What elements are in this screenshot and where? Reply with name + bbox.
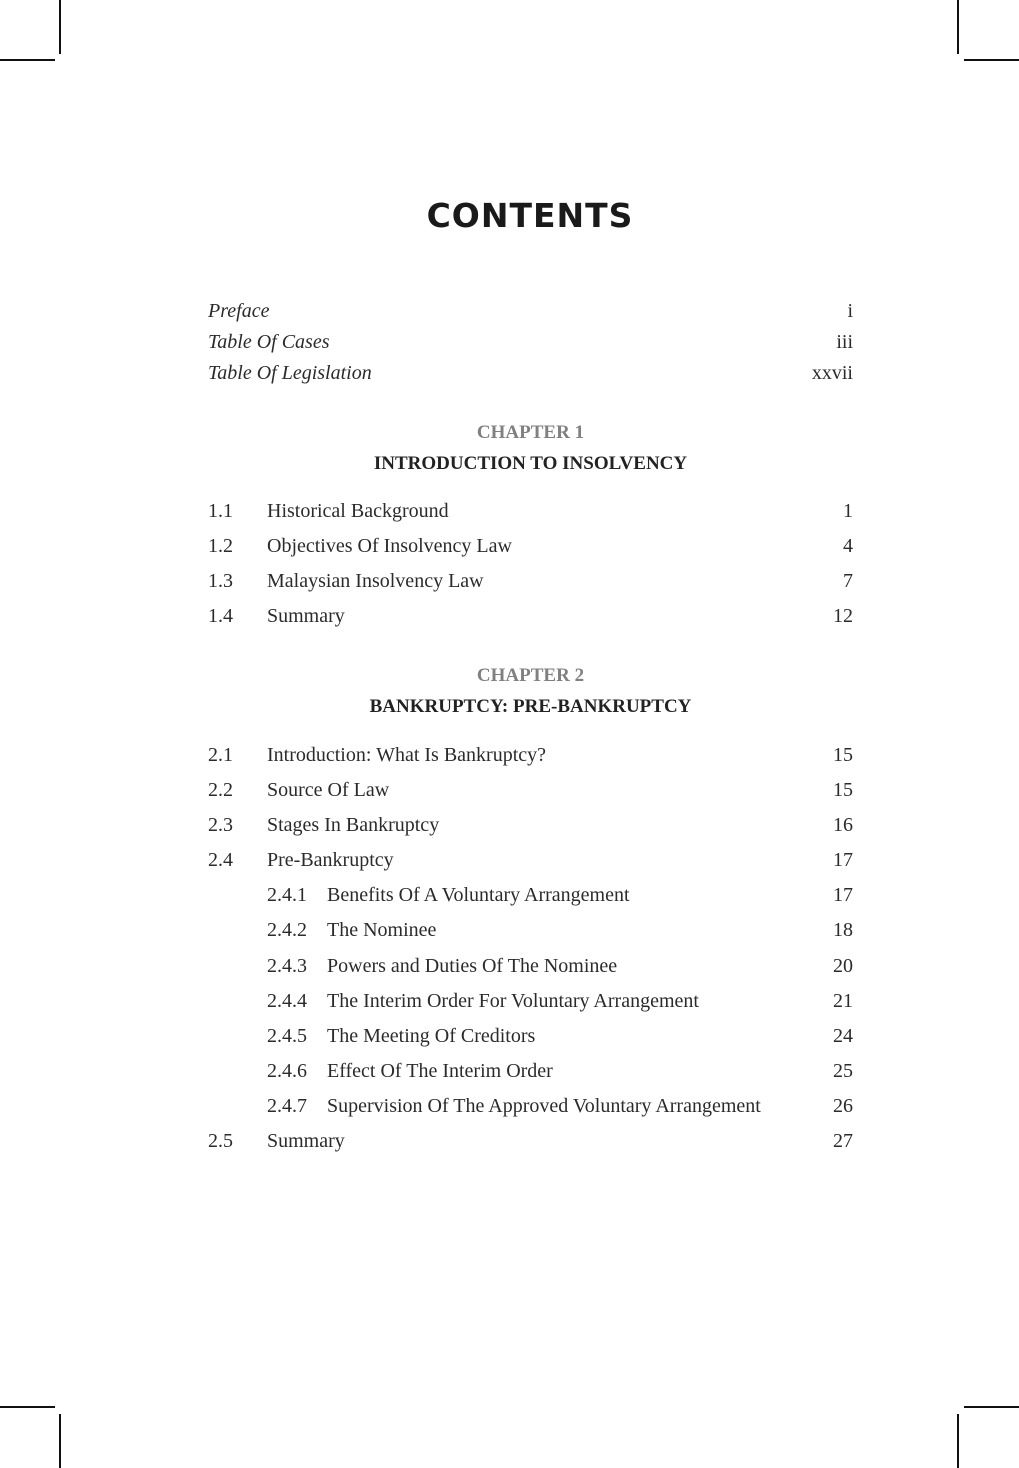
crop-mark-bottom-left-horizontal	[0, 1406, 55, 1408]
toc-entry	[208, 566, 853, 601]
toc-subentry	[208, 951, 853, 986]
toc-entry	[208, 845, 853, 880]
entry-label: Historical Background	[267, 500, 449, 522]
front-matter-item	[208, 358, 853, 389]
front-matter-label: Preface	[208, 300, 270, 322]
toc-entry	[208, 740, 853, 775]
toc-subentry	[208, 1021, 853, 1056]
crop-mark-top-left-vertical	[59, 0, 61, 54]
entry-number: 2.3	[208, 814, 233, 837]
entry-number: 2.2	[208, 779, 233, 802]
chapter-number: CHAPTER 2	[476, 665, 585, 686]
entry-page: 4	[843, 535, 853, 558]
entry-page: 12	[833, 605, 853, 628]
entry-page: 26	[833, 1094, 853, 1117]
front-matter-page: i	[847, 300, 853, 322]
front-matter-item	[208, 296, 853, 327]
entry-page: 15	[833, 744, 853, 766]
chapter-name: INTRODUCTION TO INSOLVENCY	[373, 453, 688, 474]
front-matter-label: Table Of Cases	[208, 331, 330, 353]
crop-mark-top-left-horizontal	[0, 59, 55, 61]
entry-label: Introduction: What Is Bankruptcy?	[267, 744, 547, 766]
entry-number: 2.4.5	[267, 1024, 307, 1047]
entry-page: 17	[833, 884, 853, 907]
page-title: CONTENTS	[426, 196, 634, 235]
entry-number: 2.4.4	[267, 989, 307, 1012]
entry-page: 15	[833, 779, 853, 802]
entry-label: Summary	[267, 1130, 345, 1153]
crop-mark-top-right-vertical	[957, 0, 959, 54]
entry-page: 27	[833, 1130, 853, 1153]
toc-subentry	[208, 1056, 853, 1091]
crop-mark-bottom-left-vertical	[59, 1414, 61, 1468]
toc-entry	[208, 601, 853, 636]
entry-label: The Interim Order For Voluntary Arrangement	[327, 989, 699, 1012]
crop-mark-bottom-right-horizontal	[964, 1406, 1019, 1408]
entry-label: Stages In Bankruptcy	[267, 814, 440, 837]
toc-subentry	[208, 1091, 853, 1126]
toc-entry	[208, 496, 853, 531]
entry-label: Powers and Duties Of The Nominee	[327, 954, 618, 977]
entry-number: 1.2	[208, 535, 233, 558]
entry-number: 2.4	[208, 849, 233, 872]
entry-label: Benefits Of A Voluntary Arrangement	[327, 884, 630, 907]
chapter-name: BANKRUPTCY: PRE-BANKRUPTCY	[369, 696, 692, 717]
toc-entry	[208, 775, 853, 810]
entry-page: 18	[833, 919, 853, 942]
entry-number: 2.5	[208, 1130, 233, 1153]
toc-entry	[208, 810, 853, 845]
entry-label: Summary	[267, 605, 345, 628]
entry-label: Malaysian Insolvency Law	[267, 570, 484, 593]
entry-label: Supervision Of The Approved Voluntary Arrangement	[327, 1094, 761, 1117]
entry-label: The Meeting Of Creditors	[327, 1024, 536, 1047]
entry-number: 2.4.7	[267, 1094, 307, 1117]
chapter-heading	[208, 664, 853, 719]
front-matter-list	[208, 296, 853, 389]
front-matter-label: Table Of Legislation	[208, 362, 372, 384]
toc-subentry	[208, 880, 853, 915]
entry-label: The Nominee	[327, 919, 437, 942]
entry-page: 16	[833, 814, 853, 837]
entry-page: 17	[833, 849, 853, 872]
toc-subentry	[208, 915, 853, 950]
front-matter-page: xxvii	[811, 362, 853, 384]
entry-number: 2.4.1	[267, 884, 307, 907]
entry-page: 20	[833, 954, 853, 977]
entry-page: 1	[843, 500, 853, 522]
toc-entry	[208, 1126, 853, 1161]
toc-entry	[208, 531, 853, 566]
entry-number: 2.1	[208, 744, 233, 766]
entry-page: 7	[843, 570, 853, 593]
entry-label: Source Of Law	[267, 779, 390, 802]
entry-label: Pre-Bankruptcy	[267, 849, 394, 872]
chapter-number: CHAPTER 1	[476, 422, 585, 443]
chapter-entries	[208, 740, 853, 1161]
entry-number: 1.1	[208, 500, 233, 522]
toc-subentry	[208, 986, 853, 1021]
entry-number: 2.4.3	[267, 954, 307, 977]
entry-number: 2.4.2	[267, 919, 307, 942]
entry-number: 1.4	[208, 605, 233, 628]
entry-page: 24	[833, 1024, 853, 1047]
chapter-heading	[208, 421, 853, 476]
entry-label: Effect Of The Interim Order	[327, 1059, 553, 1082]
entry-number: 1.3	[208, 570, 233, 593]
front-matter-item	[208, 327, 853, 358]
chapter-entries	[208, 496, 853, 636]
entry-page: 21	[833, 989, 853, 1012]
entry-page: 25	[833, 1059, 853, 1082]
crop-mark-top-right-horizontal	[964, 59, 1019, 61]
entry-number: 2.4.6	[267, 1059, 307, 1082]
crop-mark-bottom-right-vertical	[957, 1414, 959, 1468]
entry-label: Objectives Of Insolvency Law	[267, 535, 512, 558]
front-matter-page: iii	[836, 331, 853, 353]
